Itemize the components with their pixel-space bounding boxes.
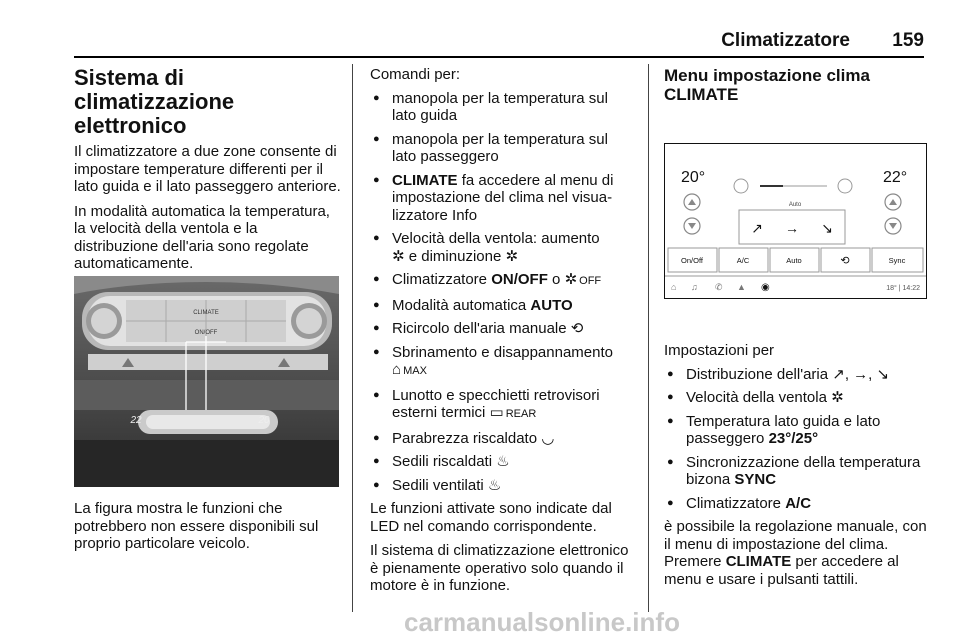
list-item: ● Ricircolo dell'aria manuale ⟲ bbox=[370, 320, 636, 338]
list-item: ● Sbrinamento e disappannamento ⌂ MAX bbox=[370, 344, 636, 381]
header-rule bbox=[74, 56, 924, 58]
section-heading: Menu impostazione clima CLIMATE bbox=[664, 66, 870, 104]
climate-menu-screen bbox=[664, 143, 927, 299]
paragraph: Le funzioni attivate sono indicate dal LED nel comando corrispondente. bbox=[370, 500, 612, 535]
climate-icon[interactable]: ◉ bbox=[761, 282, 770, 293]
paragraph: Il sistema di climatizzazione elettronico è pienamente operativo solo quando il motore è in funzione. bbox=[370, 542, 629, 594]
rear-window-heating-icon: ▭ bbox=[489, 404, 504, 421]
photo-caption-block bbox=[74, 500, 342, 560]
paragraph: Il climatizzatore a due zone consente di impostare temperature differenti per il lato guida e il lato passeggero anteriore. bbox=[74, 143, 341, 195]
list-item: ● Temperatura lato guida e lato passeggero 23°/25° bbox=[664, 413, 930, 448]
list-item: ● Sedili ventilati ♨ bbox=[370, 477, 636, 495]
screen-temp-right: 22° bbox=[883, 169, 908, 186]
control-panel-photo bbox=[74, 276, 339, 487]
settings-list bbox=[664, 366, 930, 513]
list-item: ● Distribuzione dell'aria ↗, →, ↘ bbox=[664, 366, 930, 384]
status-bar-text: 18° | 14:22 bbox=[886, 285, 920, 292]
recirculation-icon: ⟲ bbox=[570, 320, 584, 337]
column-right bbox=[664, 66, 928, 104]
column-middle bbox=[370, 66, 636, 602]
heated-seat-icon: ♨ bbox=[496, 453, 510, 470]
navigation-icon[interactable]: ▲ bbox=[737, 282, 746, 292]
settings-intro: Impostazioni per bbox=[664, 342, 775, 359]
list-item: ● Parabrezza riscaldato ◡ bbox=[370, 430, 636, 448]
section-heading: Sistema di climatizzazione elettronico bbox=[74, 65, 235, 138]
screen-auto-label: Auto bbox=[788, 202, 802, 208]
controls-intro: Comandi per: bbox=[370, 66, 461, 83]
auto-button-label: Auto bbox=[786, 256, 802, 265]
list-item: ● CLIMATE fa accedere al menu di impostazione del clima nel visualizzatore Info bbox=[370, 172, 636, 225]
list-item: ● Climatizzatore ON/OFF o ✲ OFF bbox=[370, 271, 636, 291]
screen-temp-left: 20° bbox=[681, 169, 706, 186]
watermark: carmanualsonline.info bbox=[404, 607, 680, 637]
photo-caption: La figura mostra le funzioni che potrebbero non essere disponibili sul proprio particolare veicolo. bbox=[74, 500, 319, 552]
list-item: ● Sincronizzazione della temperatura bizona SYNC bbox=[664, 454, 930, 489]
list-item: ● Velocità della ventola: aumento ✲ e diminuzione ✲ bbox=[370, 230, 636, 265]
air-distribution-upper-icon[interactable]: ↗ bbox=[751, 220, 763, 236]
fan-down-icon: ✲ bbox=[505, 247, 519, 265]
sync-button-label: Sync bbox=[888, 256, 906, 265]
list-item: ● Climatizzatore A/C bbox=[664, 495, 930, 513]
list-item: ● manopola per la temperatura sul lato guida bbox=[370, 90, 636, 125]
air-distribution-middle-icon[interactable]: → bbox=[785, 220, 799, 236]
list-item: ● Velocità della ventola ✲ bbox=[664, 389, 930, 407]
heated-windscreen-icon: ◡ bbox=[541, 429, 555, 447]
ac-button-label: A/C bbox=[736, 256, 750, 265]
list-item: ● Lunotto e specchietti retrovisori esterni termici ▭ REAR bbox=[370, 387, 636, 424]
list-item: ● manopola per la temperatura sul lato passeggero bbox=[370, 131, 636, 166]
ventilated-seat-icon: ♨ bbox=[487, 476, 502, 494]
header-title: Climatizzatore bbox=[721, 30, 850, 51]
controls-list bbox=[370, 90, 636, 495]
panel-climate-label: CLIMATE bbox=[193, 310, 219, 316]
panel-temp-left: 22 bbox=[130, 415, 142, 426]
fan-up-icon: ✲ bbox=[392, 247, 405, 265]
list-item: ● Sedili riscaldati ♨ bbox=[370, 453, 636, 471]
onoff-button-label: On/Off bbox=[681, 256, 703, 265]
column-right-body bbox=[664, 342, 930, 595]
fan-icon: ✲ bbox=[831, 389, 844, 406]
air-distribution-icons: ↗, →, ↘ bbox=[832, 365, 890, 383]
panel-temp-right: 20 bbox=[258, 415, 270, 426]
defrost-icon: ⌂ bbox=[392, 361, 402, 378]
fan-off-icon: ✲ bbox=[564, 271, 578, 288]
paragraph: In modalità automatica la temperatura, la velocità della ventola e la distribuzione dell'aria sono regolate automaticamente. bbox=[74, 202, 330, 272]
list-item: ● Modalità automatica AUTO bbox=[370, 297, 636, 315]
home-icon[interactable]: ⌂ bbox=[671, 282, 677, 292]
music-icon[interactable]: ♫ bbox=[691, 282, 698, 292]
air-distribution-lower-icon[interactable]: ↘ bbox=[821, 220, 833, 236]
column-divider bbox=[648, 64, 649, 612]
page-number: 159 bbox=[892, 30, 924, 51]
column-left bbox=[74, 66, 342, 280]
recirculation-icon: ⟲ bbox=[840, 255, 850, 267]
panel-onoff-label: ON/OFF bbox=[194, 330, 218, 336]
column-divider bbox=[352, 64, 353, 612]
phone-icon[interactable]: ✆ bbox=[715, 282, 723, 292]
paragraph: è possibile la regolazione manuale, con il menu di impostazione del clima. Premere CLIMATE per accedere al menu e usare i pulsanti tattili. bbox=[664, 518, 927, 588]
